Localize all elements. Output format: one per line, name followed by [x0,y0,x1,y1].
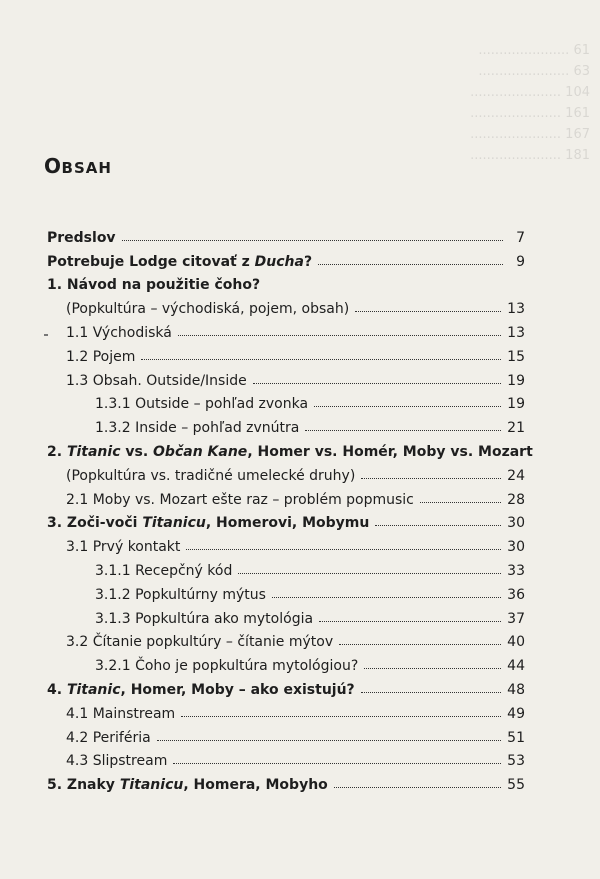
toc-page-number: 36 [507,586,525,603]
toc-entry[interactable] [47,389,525,413]
toc-entry[interactable] [47,508,525,532]
toc-entry[interactable] [47,746,525,770]
leader-dots [178,334,501,336]
toc-entry-title: 3.1.3 Popkultúra ako mytológia [95,610,314,627]
toc-entry[interactable] [47,579,525,603]
toc-page-number: 49 [507,705,525,722]
toc-page-number: 55 [507,777,525,794]
leader-dots [186,548,501,550]
page-title: OBSAH [44,154,112,178]
toc-entry[interactable] [47,722,525,746]
toc-page-number: 13 [507,301,525,318]
toc-page-number: 19 [507,396,525,413]
leader-dots [319,620,501,622]
toc-entry[interactable] [47,293,525,317]
toc-entry[interactable] [47,555,525,579]
toc-page-number: 24 [507,467,525,484]
leader-dots [253,382,501,384]
toc-entry-title: 1.1 Východiská [66,324,172,341]
toc-page-number: 48 [507,681,525,698]
show-through-text: ...................... 61 ...................... 63 ...................... 104 ...................... 161 ...................... 167 ...................... 181 [470,43,590,163]
toc-entry[interactable] [47,484,525,508]
toc-page-number: 19 [507,372,525,389]
leader-dots [181,715,501,717]
toc-entry[interactable] [47,341,525,365]
toc-entry-title: 3.2 Čítanie popkultúry – čítanie mýtov [66,634,334,651]
leader-dots [364,667,501,669]
toc-entry-title: 2.1 Moby vs. Mozart ešte raz – problém popmusic [66,491,414,508]
toc-entry-title: 3.1 Prvý kontakt [66,539,181,556]
toc-entry[interactable] [47,412,525,436]
toc-entry-title: 4.2 Periféria [66,729,151,746]
toc-page-number: 9 [516,253,525,270]
toc-entry-title: 1.2 Pojem [66,348,136,365]
leader-dots [173,762,501,764]
toc-entry-title: 1.3.1 Outside – pohľad zvonka [95,396,309,413]
toc-entry-title: Potrebuje Lodge citovať z Ducha? [47,253,313,270]
toc-entry[interactable] [47,436,533,460]
toc-entry[interactable] [47,222,525,246]
leader-dots [339,643,501,645]
toc-entry[interactable] [47,460,525,484]
toc-entry[interactable] [47,365,525,389]
toc-entry-title: 3.2.1 Čoho je popkultúra mytológiou? [95,658,359,675]
leader-dots [157,739,501,741]
toc-page-number: 44 [507,658,525,675]
toc-entry[interactable] [47,317,525,341]
leader-dots [314,405,501,407]
leader-dots [272,596,501,598]
toc-page-number: 21 [507,420,525,437]
toc-entry-title: (Popkultúra vs. tradičné umelecké druhy) [66,467,356,484]
toc-page-number: 53 [507,753,525,770]
toc-entry-title: 3.1.1 Recepčný kód [95,562,233,579]
toc-entry-title: 1.3.2 Inside – pohľad zvnútra [95,420,300,437]
toc-entry[interactable] [47,698,525,722]
leader-dots [375,524,501,526]
leader-dots [361,691,502,693]
toc-page-number: 15 [507,348,525,365]
leader-dots [361,477,501,479]
table-of-contents [47,222,533,794]
toc-page-number: 30 [507,539,525,556]
leader-dots [238,572,501,574]
leader-dots [122,239,503,241]
toc-entry[interactable] [47,769,525,793]
toc-entry-title: 5. Znaky Titanicu, Homera, Mobyho [47,777,328,794]
toc-entry[interactable] [47,674,525,698]
toc-page-number: 33 [507,562,525,579]
toc-entry[interactable] [47,650,525,674]
toc-entry[interactable] [47,246,525,270]
toc-page-number: 7 [516,229,525,246]
toc-entry-title: 1. Návod na použitie čoho? [47,277,261,294]
toc-entry-title: 4. Titanic, Homer, Moby – ako existujú? [47,681,355,698]
toc-entry-title: 4.3 Slipstream [66,753,168,770]
toc-page-number: 28 [507,491,525,508]
toc-entry-title: 3.1.2 Popkultúrny mýtus [95,586,266,603]
leader-dots [420,501,501,503]
toc-page-number: 30 [507,515,525,532]
toc-entry[interactable] [47,603,525,627]
leader-dots [318,263,503,265]
toc-entry-title: Predslov [47,229,116,246]
toc-entry[interactable] [47,270,525,294]
leader-dots [141,358,501,360]
toc-page-number: 13 [507,324,525,341]
toc-entry-title: (Popkultúra – východiská, pojem, obsah) [66,301,350,318]
toc-page-number: 40 [507,634,525,651]
leader-dots [355,310,501,312]
leader-dots [305,429,501,431]
toc-page-number: 51 [507,729,525,746]
toc-page-number: 37 [507,610,525,627]
toc-entry[interactable] [47,627,525,651]
toc-entry-title: 3. Zoči-voči Titanicu, Homerovi, Mobymu [47,515,370,532]
toc-entry-title: 4.1 Mainstream [66,705,176,722]
toc-entry-title: 2. Titanic vs. Občan Kane, Homer vs. Homér, Moby vs. Mozart [47,443,533,460]
toc-entry-title: 1.3 Obsah. Outside/Inside [66,372,247,389]
leader-dots [334,786,501,788]
toc-entry[interactable] [47,531,525,555]
